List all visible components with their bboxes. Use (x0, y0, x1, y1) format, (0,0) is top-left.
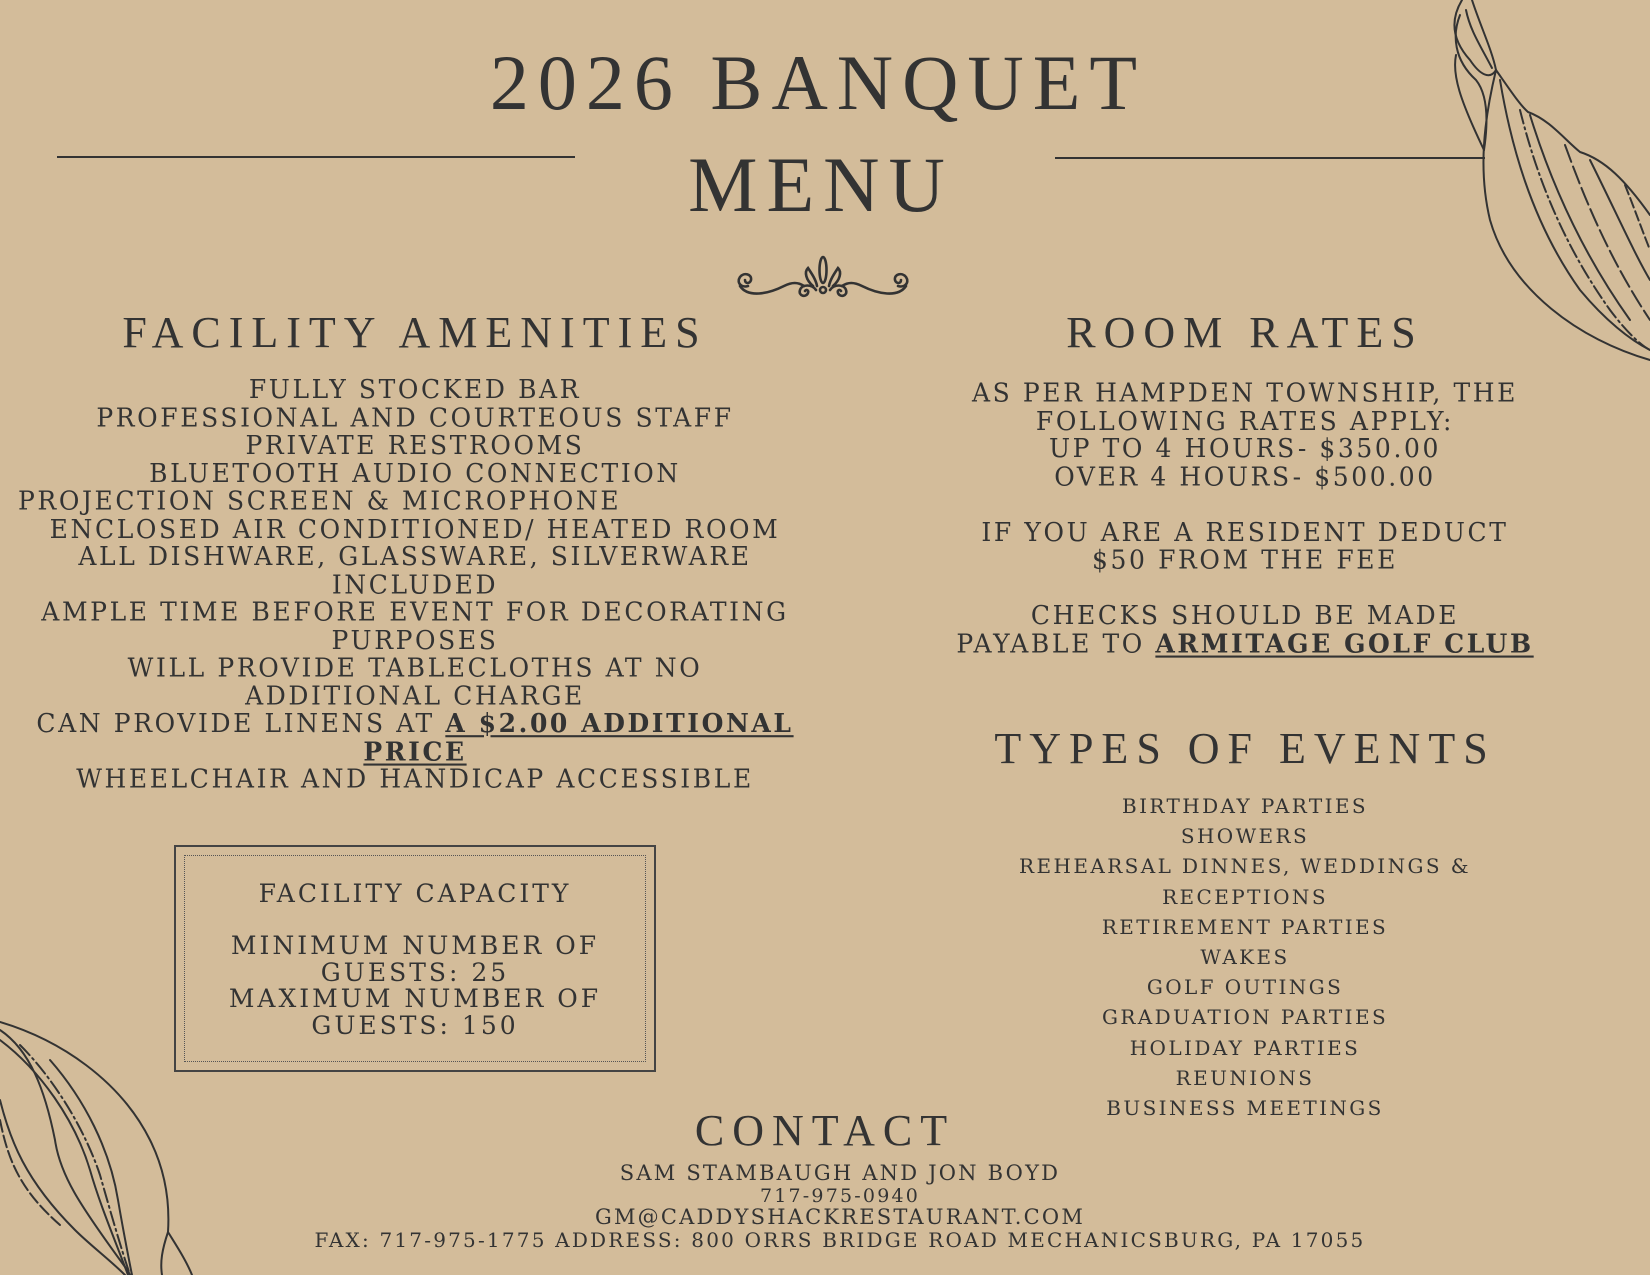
capacity-heading: FACILITY CAPACITY (258, 879, 572, 908)
amenity-item: PROFESSIONAL AND COURTEOUS STAFF (96, 401, 734, 433)
contact-fax-address: FAX: 717-975-1775 ADDRESS: 800 ORRS BRIDGE ROAD MECHANICSBURG, PA 17055 (314, 1228, 1366, 1252)
room-rates-block (930, 379, 1560, 657)
event-item: BUSINESS MEETINGS (1106, 1096, 1384, 1121)
checks-payee: ARMITAGE GOLF CLUB (1155, 627, 1534, 659)
amenity-item: ALL DISHWARE, GLASSWARE, SILVERWARE (78, 540, 752, 572)
capacity-lines (176, 933, 654, 1039)
capacity-box (174, 845, 656, 1072)
event-item: RECEPTIONS (1162, 884, 1328, 909)
contact-email: GM@CADDYSHACKRESTAURANT.COM (594, 1205, 1086, 1229)
amenity-item: INCLUDED (331, 568, 499, 600)
amenity-item-linens-cont (0, 735, 830, 767)
checks-payee-line (930, 627, 1560, 659)
event-item: HOLIDAY PARTIES (1129, 1035, 1361, 1060)
capacity-min-label: MINIMUM NUMBER OF (230, 931, 600, 960)
amenity-item: PRIVATE RESTROOMS (245, 429, 585, 461)
checks-note: CHECKS SHOULD BE MADE (1030, 599, 1460, 631)
checks-prefix: PAYABLE TO (956, 627, 1156, 659)
contact-names: SAM STAMBAUGH AND JON BOYD (619, 1161, 1061, 1185)
event-item: BIRTHDAY PARTIES (1121, 794, 1369, 818)
event-item: GOLF OUTINGS (1146, 975, 1344, 1000)
amenity-item-linens (0, 707, 830, 739)
rates-intro: AS PER HAMPDEN TOWNSHIP, THE (971, 377, 1519, 408)
event-item: RETIREMENT PARTIES (1101, 914, 1389, 939)
amenity-item: WHEELCHAIR AND HANDICAP ACCESSIBLE (76, 763, 754, 794)
event-item: REUNIONS (1175, 1065, 1315, 1090)
contact-phone: 717-975-0940 (759, 1185, 921, 1207)
events-heading: TYPES OF EVENTS (994, 724, 1496, 773)
capacity-max-label: MAXIMUM NUMBER OF (228, 984, 602, 1013)
linens-price-emphasis-cont: PRICE (363, 735, 467, 767)
event-item: REHEARSAL DINNES, WEDDINGS & (1019, 854, 1471, 879)
amenity-item: AMPLE TIME BEFORE EVENT FOR DECORATING (41, 596, 789, 628)
resident-discount: IF YOU ARE A RESIDENT DEDUCT (981, 516, 1509, 547)
linens-price-emphasis: A $2.00 ADDITIONAL (445, 707, 794, 739)
amenity-item: FULLY STOCKED BAR (248, 373, 582, 405)
spacer (930, 574, 1560, 602)
spacer (930, 491, 1560, 519)
amenity-item: ADDITIONAL CHARGE (245, 680, 585, 711)
amenity-item: ENCLOSED AIR CONDITIONED/ HEATED ROOM (49, 513, 781, 544)
rates-intro: FOLLOWING RATES APPLY: (1035, 405, 1455, 436)
events-list (940, 791, 1550, 1123)
amenities-heading: FACILITY AMENITIES (122, 308, 708, 357)
title-divider-left (57, 156, 575, 158)
room-rates-heading: ROOM RATES (1066, 308, 1424, 357)
page-title-line-2: MENU (688, 141, 954, 228)
page-title-line-1: 2026 BANQUET (489, 39, 1147, 126)
amenity-item: WILL PROVIDE TABLECLOTHS AT NO (127, 652, 703, 683)
amenity-item: BLUETOOTH AUDIO CONNECTION (149, 457, 681, 488)
event-item: SHOWERS (1180, 824, 1310, 849)
amenity-item: PURPOSES (331, 624, 499, 655)
linens-prefix: CAN PROVIDE LINENS AT (36, 707, 446, 739)
amenities-list (0, 373, 830, 794)
rate-up-to-4-hours: UP TO 4 HOURS- $350.00 (1048, 432, 1441, 464)
rate-over-4-hours: OVER 4 HOURS- $500.00 (1054, 460, 1436, 492)
capacity-min-value: GUESTS: 25 (320, 957, 510, 987)
event-item: WAKES (1200, 945, 1290, 970)
event-item: GRADUATION PARTIES (1101, 1005, 1389, 1030)
resident-discount: $50 FROM THE FEE (1092, 544, 1398, 575)
flourish-divider-icon (728, 250, 918, 310)
contact-heading: CONTACT (694, 1106, 956, 1155)
amenity-item: PROJECTION SCREEN & MICROPHONE (18, 485, 622, 516)
capacity-max-value: GUESTS: 150 (311, 1010, 519, 1040)
